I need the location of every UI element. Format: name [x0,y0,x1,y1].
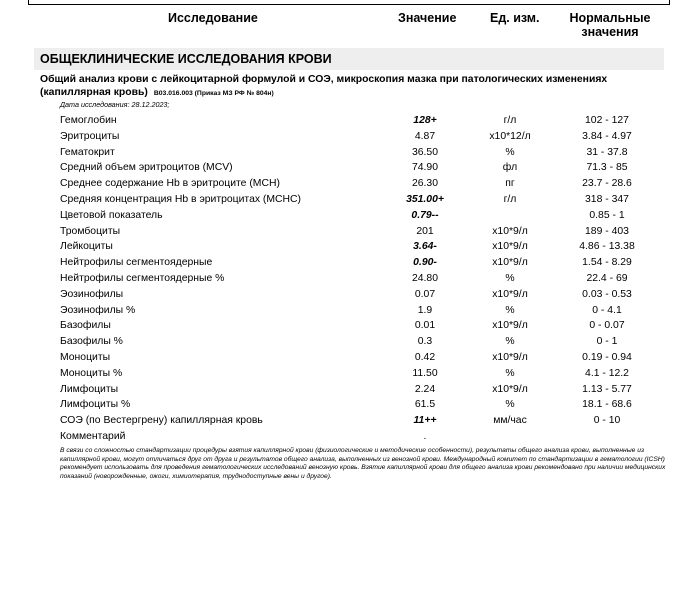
result-unit: % [505,146,515,158]
result-unit: x10*9/л [492,241,528,253]
result-unit: x10*9/л [492,288,528,300]
result-name: Эритроциты [60,130,120,142]
result-range: 189 - 403 [585,225,629,237]
result-name: Лимфоциты [60,383,119,395]
result-unit: мм/час [493,415,527,427]
result-name: Комментарий [60,430,126,442]
table-row [0,350,692,366]
result-unit: г/л [503,193,517,205]
table-row [0,334,692,350]
result-unit: x10*12/л [489,130,531,142]
result-range: 0.19 - 0.94 [582,351,632,363]
result-range: 0 - 10 [593,415,621,427]
table-row [0,224,692,240]
result-unit: x10*9/л [492,320,528,332]
result-name: Гемоглобин [60,115,117,126]
result-range: 0 - 1 [596,336,618,348]
header-study: Исследование [168,11,258,25]
result-value: 0.79-- [411,209,439,221]
table-row [0,113,692,129]
result-name: Средний объем эритроцитов (MCV) [60,162,233,174]
table-row [0,429,692,445]
result-value: 4.87 [414,130,436,142]
result-range: 31 - 37.8 [586,146,628,158]
result-unit: % [505,367,515,379]
result-unit: % [505,272,515,284]
result-value: 61.5 [414,399,436,411]
result-range: 18.1 - 68.6 [582,399,632,411]
result-range: 3.84 - 4.97 [582,130,632,142]
study-title-text: Общий анализ крови с лейкоцитарной формулой и СОЭ, микроскопия мазка при патологических изменениях (капиллярная кровь) [40,74,608,98]
result-unit: x10*9/л [492,383,528,395]
section-title: ОБЩЕКЛИНИЧЕСКИЕ ИССЛЕДОВАНИЯ КРОВИ [34,48,664,70]
table-row [0,271,692,287]
result-range: 0 - 4.1 [592,304,622,316]
result-unit: x10*9/л [492,257,528,269]
result-range: 1.13 - 5.77 [582,383,632,395]
result-range: 102 - 127 [585,115,629,126]
header-unit: Ед. изм. [490,11,540,25]
table-row [0,129,692,145]
result-value: 11.50 [412,367,438,379]
table-row [0,303,692,319]
result-name: Эозинофилы [60,288,124,300]
result-value: 128+ [413,115,437,126]
result-name: Средняя концентрация Hb в эритроцитах (MCHC) [60,193,302,205]
result-value: . [423,430,427,442]
table-row [0,160,692,176]
result-name: Базофилы [60,320,111,332]
result-unit: пг [505,178,515,190]
result-value: 3.64- [413,241,437,253]
result-unit: x10*9/л [492,351,528,363]
table-row [0,239,692,255]
result-value: 2.24 [414,383,436,395]
study-code: B03.016.003 (Приказ МЗ РФ № 804н) [153,90,274,97]
table-row [0,192,692,208]
result-value: 0.90- [413,257,437,269]
result-value: 24.80 [411,272,438,284]
table-row [0,413,692,429]
table-row [0,382,692,398]
table-row [0,208,692,224]
result-value: 0.07 [414,288,436,300]
result-range: 0.03 - 0.53 [582,288,632,300]
result-name: СОЭ (по Вестергрену) капиллярная кровь [60,415,263,427]
table-row [0,397,692,413]
result-unit: % [505,304,515,316]
result-name: Тромбоциты [60,225,121,237]
result-name: Моноциты [60,351,111,363]
result-range: 0 - 0.07 [589,320,625,332]
result-value: 0.42 [414,351,436,363]
top-border-line [28,0,670,5]
table-row [0,145,692,161]
result-range: 0.85 - 1 [589,209,625,221]
result-name: Гематокрит [60,146,115,158]
result-name: Нейтрофилы сегментоядерные [60,257,213,269]
result-value: 11++ [413,415,437,427]
result-range: 1.54 - 8.29 [582,257,632,269]
table-row [0,318,692,334]
table-row [0,366,692,382]
result-name: Лимфоциты % [60,399,131,411]
result-name: Эозинофилы % [60,304,136,316]
result-range: 4.86 - 13.38 [579,241,635,253]
result-range: 318 - 347 [585,193,629,205]
result-unit: фл [502,162,518,174]
result-value: 0.01 [414,320,436,332]
table-row [0,255,692,271]
result-value: 201 [416,225,434,237]
table-row [0,287,692,303]
header-value: Значение [398,11,457,25]
header-norm: Нормальные значения [569,11,651,39]
result-unit: % [505,336,515,348]
result-value: 74.90 [411,162,438,174]
result-name: Базофилы % [60,336,123,348]
result-name: Нейтрофилы сегментоядерные % [60,272,225,284]
table-row [0,176,692,192]
result-range: 23.7 - 28.6 [582,178,632,190]
study-date: Дата исследования: 28.12.2023; [60,100,170,109]
result-range: 4.1 - 12.2 [585,367,629,379]
study-title [40,73,665,100]
result-name: Лейкоциты [60,241,113,253]
result-unit: % [505,399,515,411]
result-value: 36.50 [411,146,438,158]
results-table [0,113,692,445]
result-value: 26.30 [411,178,438,190]
result-range: 71.3 - 85 [586,162,628,174]
result-name: Моноциты % [60,367,123,379]
result-unit: г/л [503,115,517,126]
footnote: В связи со сложностью стандартизации процедуры взятия капиллярной крови (физиологические и методические особенности), результаты общего анализа крови, выполненные из капиллярной крови, могут отличаться друг от друга и результатов общего анализа, выполненных из венозной крови. Международный комитет по стандартизации в гематологии (ICSH) рекомендует использовать для проведения гематологических исследований венозную кровь. Взятие капиллярной крови для общего анализа крови рекомендовано при наличии медицинских показаний (новорожденные, ожоги, химиотерапия, труднодоступные вены и другое). [60,447,666,481]
result-value: 0.3 [417,336,433,348]
result-value: 351.00+ [406,193,444,205]
result-value: 1.9 [417,304,433,316]
result-name: Цветовой показатель [60,209,163,221]
result-name: Среднее содержание Hb в эритроците (MCH) [60,178,280,190]
result-unit: x10*9/л [492,225,528,237]
result-range: 22.4 - 69 [586,272,628,284]
